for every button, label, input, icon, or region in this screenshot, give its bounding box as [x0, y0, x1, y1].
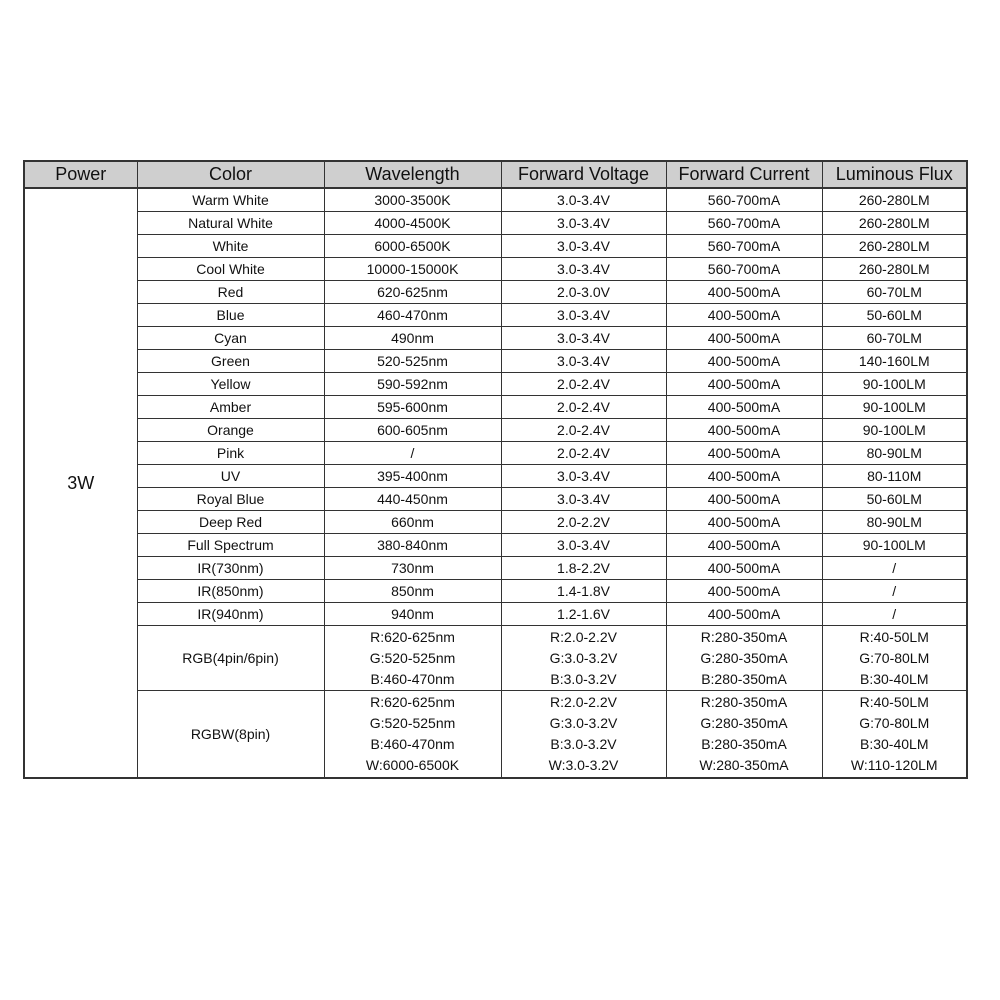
flux-line: W:110-120LM — [850, 757, 938, 773]
wavelength-cell: 380-840nm — [324, 534, 501, 557]
wavelength-cell — [324, 626, 501, 691]
voltage-cell: 2.0-2.4V — [501, 373, 666, 396]
wavelength-cell: 490nm — [324, 327, 501, 350]
current-cell: 400-500mA — [666, 281, 822, 304]
table-row — [24, 534, 967, 557]
voltage-cell: 3.0-3.4V — [501, 350, 666, 373]
wavelength-line: W:6000-6500K — [365, 757, 460, 773]
rgb-row — [24, 626, 967, 691]
flux-cell: 80-90LM — [822, 442, 967, 465]
color-cell: White — [137, 235, 324, 258]
color-cell: Red — [137, 281, 324, 304]
flux-cell: 260-280LM — [822, 258, 967, 281]
table-row — [24, 373, 967, 396]
voltage-cell: 2.0-2.4V — [501, 442, 666, 465]
table-row — [24, 465, 967, 488]
current-cell: 400-500mA — [666, 304, 822, 327]
voltage-cell: 1.2-1.6V — [501, 603, 666, 626]
color-cell: Green — [137, 350, 324, 373]
color-cell: Cool White — [137, 258, 324, 281]
table-row — [24, 188, 967, 212]
color-cell: Orange — [137, 419, 324, 442]
current-line: R:280-350mA — [700, 628, 788, 645]
wavelength-cell: 6000-6500K — [324, 235, 501, 258]
wavelength-cell: 3000-3500K — [324, 188, 501, 212]
wavelength-cell: 595-600nm — [324, 396, 501, 419]
current-cell: 400-500mA — [666, 465, 822, 488]
spec-table — [23, 160, 968, 779]
current-cell — [666, 691, 822, 779]
color-cell: Natural White — [137, 212, 324, 235]
color-cell: Full Spectrum — [137, 534, 324, 557]
color-cell: UV — [137, 465, 324, 488]
header-wavelength: Wavelength — [324, 161, 501, 188]
header-power: Power — [24, 161, 137, 188]
wavelength-line: B:460-470nm — [370, 736, 455, 752]
voltage-line: G:3.0-3.2V — [549, 649, 618, 666]
wavelength-cell: 730nm — [324, 557, 501, 580]
wavelength-cell: 940nm — [324, 603, 501, 626]
flux-cell: 260-280LM — [822, 188, 967, 212]
voltage-cell: 3.0-3.4V — [501, 304, 666, 327]
table-body — [24, 188, 967, 778]
current-cell: 400-500mA — [666, 327, 822, 350]
current-cell: 400-500mA — [666, 350, 822, 373]
wavelength-cell: / — [324, 442, 501, 465]
header-color: Color — [137, 161, 324, 188]
flux-line: G:70-80LM — [859, 649, 930, 666]
color-cell: RGBW(8pin) — [137, 691, 324, 779]
wavelength-cell: 440-450nm — [324, 488, 501, 511]
color-cell: Warm White — [137, 188, 324, 212]
color-cell: Royal Blue — [137, 488, 324, 511]
wavelength-line: R:620-625nm — [370, 694, 455, 710]
current-cell: 400-500mA — [666, 580, 822, 603]
wavelength-cell: 850nm — [324, 580, 501, 603]
current-cell: 400-500mA — [666, 396, 822, 419]
table-row — [24, 511, 967, 534]
voltage-cell — [501, 691, 666, 779]
voltage-line: B:3.0-3.2V — [550, 736, 617, 752]
flux-cell: 60-70LM — [822, 327, 967, 350]
table-row — [24, 442, 967, 465]
table-row — [24, 557, 967, 580]
voltage-cell: 3.0-3.4V — [501, 327, 666, 350]
current-cell: 400-500mA — [666, 373, 822, 396]
header-row — [24, 161, 967, 188]
wavelength-line: G:520-525nm — [369, 649, 456, 666]
voltage-cell: 2.0-2.2V — [501, 511, 666, 534]
table-row — [24, 350, 967, 373]
current-cell: 400-500mA — [666, 488, 822, 511]
header-forward-voltage: Forward Voltage — [501, 161, 666, 188]
color-cell: Blue — [137, 304, 324, 327]
color-cell: Deep Red — [137, 511, 324, 534]
color-cell: Cyan — [137, 327, 324, 350]
current-cell — [666, 626, 822, 691]
voltage-cell: 3.0-3.4V — [501, 258, 666, 281]
current-line: G:280-350mA — [700, 649, 788, 666]
voltage-line: R:2.0-2.2V — [550, 694, 617, 710]
current-cell: 400-500mA — [666, 442, 822, 465]
wavelength-cell: 620-625nm — [324, 281, 501, 304]
current-cell: 400-500mA — [666, 511, 822, 534]
wavelength-cell: 395-400nm — [324, 465, 501, 488]
wavelength-line: B:460-470nm — [370, 670, 455, 687]
voltage-cell: 3.0-3.4V — [501, 188, 666, 212]
table-row — [24, 304, 967, 327]
table-row — [24, 488, 967, 511]
flux-cell: 90-100LM — [822, 396, 967, 419]
voltage-cell: 1.4-1.8V — [501, 580, 666, 603]
flux-cell: 140-160LM — [822, 350, 967, 373]
power-cell: 3W — [24, 188, 137, 778]
rgbw-row — [24, 691, 967, 779]
current-line: W:280-350mA — [699, 757, 789, 773]
flux-cell — [822, 691, 967, 779]
wavelength-cell: 660nm — [324, 511, 501, 534]
wavelength-cell: 600-605nm — [324, 419, 501, 442]
flux-cell: 90-100LM — [822, 373, 967, 396]
flux-cell: 60-70LM — [822, 281, 967, 304]
flux-cell: 50-60LM — [822, 304, 967, 327]
current-cell: 400-500mA — [666, 419, 822, 442]
table-row — [24, 281, 967, 304]
current-cell: 560-700mA — [666, 258, 822, 281]
voltage-line: W:3.0-3.2V — [548, 757, 619, 773]
color-cell: Yellow — [137, 373, 324, 396]
wavelength-cell: 590-592nm — [324, 373, 501, 396]
flux-line: R:40-50LM — [859, 628, 929, 645]
flux-cell: 260-280LM — [822, 212, 967, 235]
flux-line: B:30-40LM — [860, 736, 929, 752]
wavelength-cell: 10000-15000K — [324, 258, 501, 281]
flux-cell: 260-280LM — [822, 235, 967, 258]
voltage-line: R:2.0-2.2V — [550, 628, 617, 645]
table-row — [24, 580, 967, 603]
header-forward-current: Forward Current — [666, 161, 822, 188]
flux-line: G:70-80LM — [859, 715, 930, 731]
table-row — [24, 603, 967, 626]
table-row — [24, 419, 967, 442]
current-cell: 400-500mA — [666, 534, 822, 557]
voltage-cell: 2.0-2.4V — [501, 419, 666, 442]
voltage-line: G:3.0-3.2V — [549, 715, 618, 731]
voltage-cell: 3.0-3.4V — [501, 212, 666, 235]
color-cell: Amber — [137, 396, 324, 419]
flux-line: R:40-50LM — [859, 694, 929, 710]
voltage-line: B:3.0-3.2V — [550, 670, 617, 687]
voltage-cell: 3.0-3.4V — [501, 488, 666, 511]
flux-cell: 80-110M — [822, 465, 967, 488]
wavelength-line: R:620-625nm — [370, 628, 455, 645]
voltage-cell: 3.0-3.4V — [501, 465, 666, 488]
color-cell: Pink — [137, 442, 324, 465]
flux-cell: 90-100LM — [822, 419, 967, 442]
flux-cell — [822, 626, 967, 691]
current-line: B:280-350mA — [701, 736, 787, 752]
current-line: B:280-350mA — [701, 670, 787, 687]
voltage-cell — [501, 626, 666, 691]
table-row — [24, 327, 967, 350]
current-cell: 560-700mA — [666, 235, 822, 258]
voltage-cell: 2.0-2.4V — [501, 396, 666, 419]
flux-cell: 80-90LM — [822, 511, 967, 534]
color-cell: IR(850nm) — [137, 580, 324, 603]
voltage-cell: 2.0-3.0V — [501, 281, 666, 304]
color-cell: IR(940nm) — [137, 603, 324, 626]
voltage-cell: 3.0-3.4V — [501, 235, 666, 258]
current-cell: 560-700mA — [666, 212, 822, 235]
flux-cell: 90-100LM — [822, 534, 967, 557]
color-cell: IR(730nm) — [137, 557, 324, 580]
voltage-cell: 1.8-2.2V — [501, 557, 666, 580]
table-row — [24, 235, 967, 258]
wavelength-cell: 520-525nm — [324, 350, 501, 373]
flux-cell: / — [822, 603, 967, 626]
wavelength-line: G:520-525nm — [369, 715, 456, 731]
current-line: G:280-350mA — [700, 715, 788, 731]
header-luminous-flux: Luminous Flux — [822, 161, 967, 188]
current-line: R:280-350mA — [700, 694, 788, 710]
flux-cell: 50-60LM — [822, 488, 967, 511]
voltage-cell: 3.0-3.4V — [501, 534, 666, 557]
current-cell: 560-700mA — [666, 188, 822, 212]
current-cell: 400-500mA — [666, 603, 822, 626]
current-cell: 400-500mA — [666, 557, 822, 580]
wavelength-cell — [324, 691, 501, 779]
table-row — [24, 212, 967, 235]
flux-cell: / — [822, 557, 967, 580]
flux-cell: / — [822, 580, 967, 603]
flux-line: B:30-40LM — [860, 670, 929, 687]
table-row — [24, 258, 967, 281]
wavelength-cell: 460-470nm — [324, 304, 501, 327]
wavelength-cell: 4000-4500K — [324, 212, 501, 235]
table-row — [24, 396, 967, 419]
color-cell: RGB(4pin/6pin) — [137, 626, 324, 691]
